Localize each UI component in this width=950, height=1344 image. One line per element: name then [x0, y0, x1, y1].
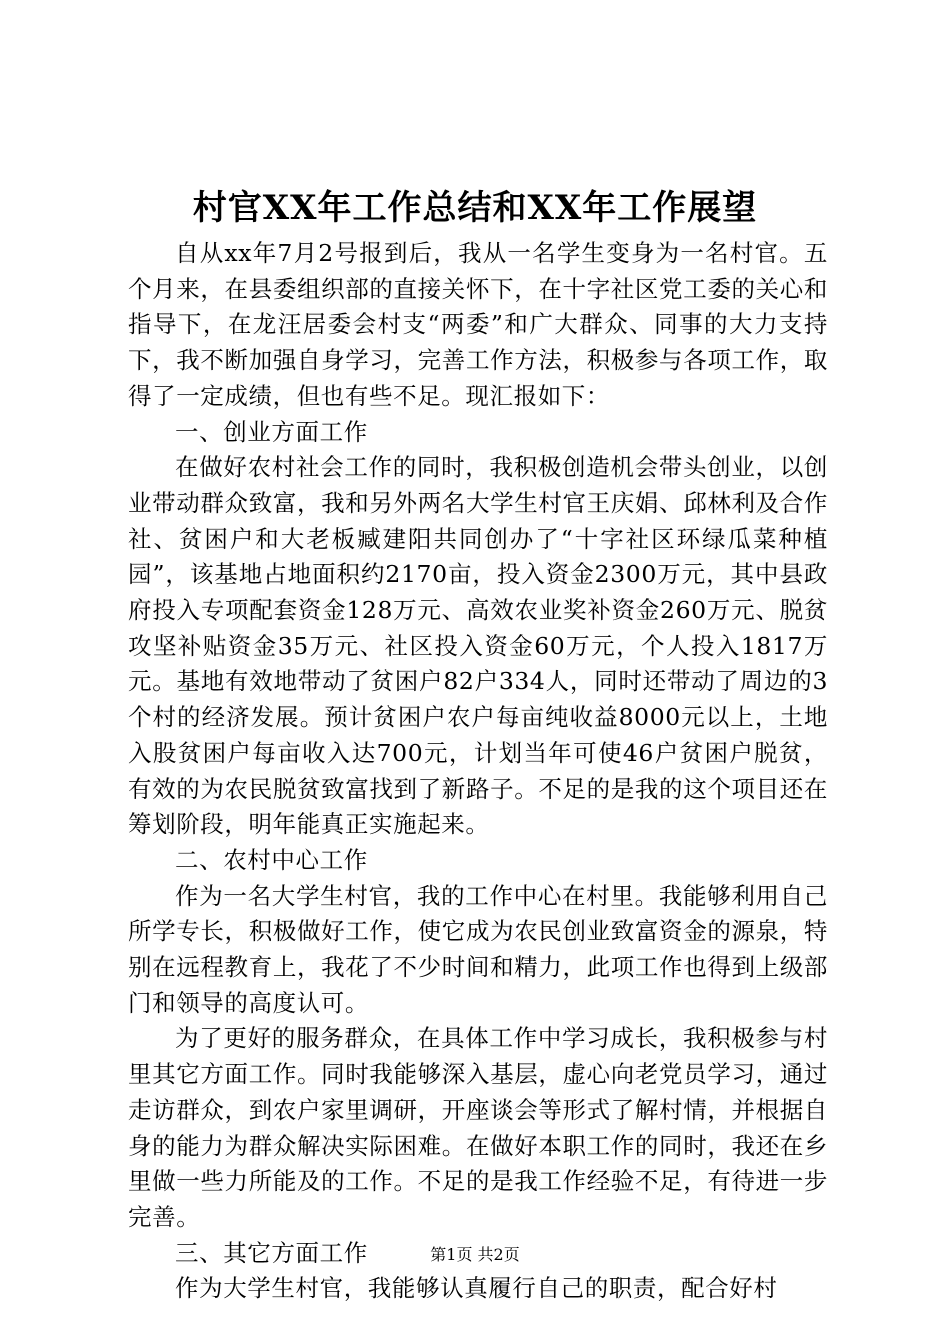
- section-heading: 一、创业方面工作: [175, 417, 368, 446]
- paragraph: 作为一名大学生村官，我的工作中心在村里。我能够利用自己所学专长，积极做好工作，使它成为农民创业致富资金的源泉，特别在远程教育上，我花了不少时间和精力，此项工作也得到上级部门和领导的高度认可。: [128, 881, 828, 1017]
- paragraph: 作为大学生村官，我能够认真履行自己的职责，配合好村: [175, 1274, 778, 1303]
- paragraph: 在做好农村社会工作的同时，我积极创造机会带头创业，以创业带动群众致富，我和另外两名大学生村官王庆娟、邱林利及合作社、贫困户和大老板臧建阳共同创办了“十字社区环绿瓜菜种植园”，该基地占地面积约2170亩，投入资金2300万元，其中县政府投入专项配套资金128万元、高效农业奖补资金260万元、脱贫攻坚补贴资金35万元、社区投入资金60万元，个人投入1817万元。基地有效地带动了贫困户82户334人，同时还带动了周边的3个村的经济发展。预计贫困户农户每亩纯收益8000元以上，土地入股贫困户每亩收入达700元，计划当年可使46户贫困户脱贫，有效的为农民脱贫致富找到了新路子。不足的是我的这个项目还在筹划阶段，明年能真正实施起来。: [128, 453, 828, 839]
- document-body: [128, 236, 828, 1307]
- document-title: 村官XX年工作总结和XX年工作展望: [192, 188, 758, 228]
- section-heading: 三、其它方面工作: [175, 1238, 368, 1267]
- section-heading: 二、农村中心工作: [175, 845, 368, 874]
- page-number-footer: 第1页 共2页: [430, 1245, 520, 1264]
- paragraph: 自从xx年7月2号报到后，我从一名学生变身为一名村官。五个月来，在县委组织部的直接关怀下，在十字社区党工委的关心和指导下，在龙汪居委会村支“两委”和广大群众、同事的大力支持下，我不断加强自身学习，完善工作方法，积极参与各项工作，取得了一定成绩，但也有些不足。现汇报如下：: [128, 239, 828, 410]
- paragraph: 为了更好的服务群众，在具体工作中学习成长，我积极参与村里其它方面工作。同时我能够深入基层，虚心向老党员学习，通过走访群众，到农户家里调研，开座谈会等形式了解村情，并根据自身的能力为群众解决实际困难。在做好本职工作的同时，我还在乡里做一些力所能及的工作。不足的是我工作经验不足，有待进一步完善。: [128, 1024, 828, 1231]
